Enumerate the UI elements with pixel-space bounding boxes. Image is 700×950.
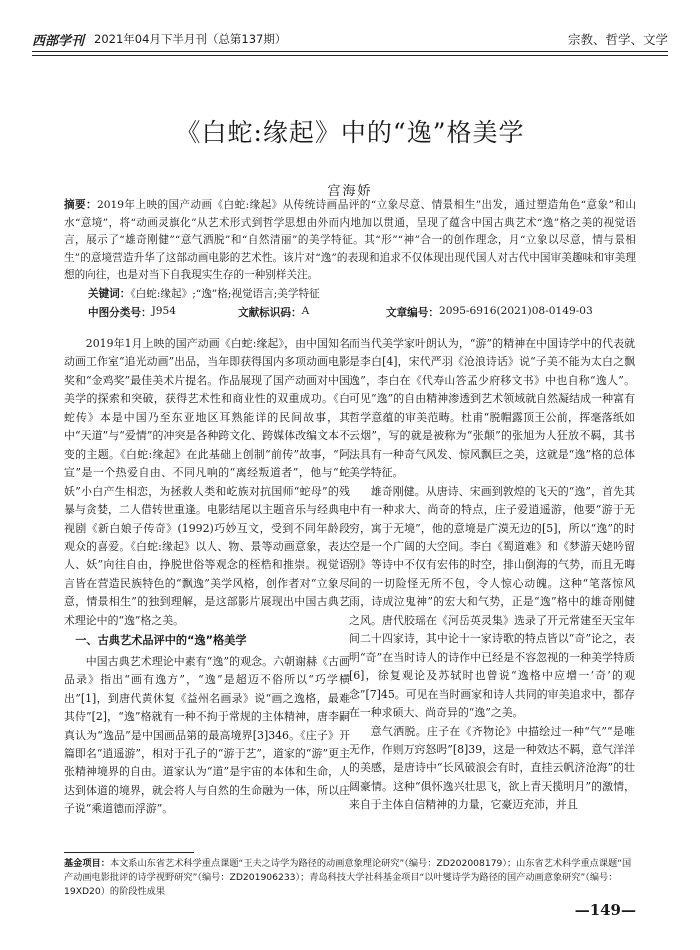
- header-rule-thick: [32, 51, 668, 52]
- article-number-value: 2095-6916(2021)08-0149-03: [438, 305, 593, 317]
- keywords-text: 《白蛇:缘起》;“逸”格;视觉语言;美学特征: [130, 288, 320, 300]
- paragraph: 中国古典艺术理论中素有“逸”的观念。六朝谢赫《古画品录》指出“画有逸方”，“逸”是超迈不俗所以“巧学横出”[1]，到唐代黄休复《益州名画录》说“画之逸格，最难其侍”[2]，“逸”格就有一种不拘于常规的主体精神，唐李嗣真认为“逸品”是中国画品第的最高境界[3]346。《庄子》开篇即名“逍遥游”，相对于孔子的“游于艺”，道家的“游”更主张精神境界的自由。道家认为“道”是宇宙的本体和生命，人达到体道的境界，就会将人与自然的生命融为一体，所以庄子说“乘道德而浮游”。: [64, 654, 350, 816]
- clc-label: 中图分类号：: [88, 307, 152, 319]
- footnote-rule: [64, 852, 194, 853]
- article-title: 《白蛇:缘起》中的“逸”格美学: [175, 118, 525, 147]
- doc-code-value: A: [301, 305, 310, 317]
- article-number-label: 文章编号：: [386, 307, 439, 319]
- footnote-label: 基金项目：: [64, 858, 110, 869]
- author-name: 宫海娇: [327, 184, 373, 199]
- abstract: [64, 197, 636, 285]
- abstract-text: 2019年上映的国产动画《白蛇:缘起》从传统诗画品评的“立象尽意、情景相生”出发，通过塑造角色“意象”和山水“意境”，将“动画灵旗化”从艺术形式到哲学思想由外而内地加以贯通，呈现了蕴含中国古典艺术“逸”格之美的视觉语言，展示了“雄奇刚健”“意气洒脱”和“自然清丽”的美学特征。其“形”“神”合一的创作理念，月“立象以尽意，情与景相生”的意境营造升华了这部动画电影的艺术性。该片对“逸”的表现和追求不仅体现出现代国人对古代中国审美趣味和审美理想的向往，也是对当下自我現实生存的一种别样关注。: [64, 199, 636, 282]
- section-heading: 一、古典艺术品评中的“逸”格美学: [75, 634, 247, 648]
- keywords: [88, 286, 636, 301]
- body-right-column: [349, 335, 635, 815]
- doc-code-label: 文献标识码：: [238, 307, 302, 319]
- paragraph: 而当代美学家叶朗认为，“游”的精神在中国诗学中的代表就是李白[4]，宋代严羽《沧浪诗话》说“子美不能为太白之飘逸”，李白在《代寿山答孟少府移文书》中也自称“逸人”。可见“逸”的自由精神渗透到艺术领域就自然凝结成一种富有哲学意蕴的审美范畴。杜甫“脱帽露顶王公前，挥毫落纸如云烟”，写的就是被称为“张颠”的张旭为人狂放不羁，其书法具有一种奇气风发、惊风飘巨之美，这就是“逸”格的总体美学特征。: [349, 337, 635, 480]
- page-number: —149—: [574, 901, 636, 919]
- paragraph: 意气洒脱。庄子在《齐物论》中描绘过一种“气”“是唯无作，作则万窍怒呺”[8]39，这是一种效达不羁，意气洋洋的美感，是唐诗中“长风破浪会有时，直挂云帆济沧海”的壮阔豪情。这种“俱怀逸兴壮思飞，欲上青天揽明月”的激情，来自于主体自信精神的力量，它豪迈充沛，并且: [349, 724, 635, 812]
- header-rule-thin: [32, 55, 668, 56]
- keywords-label: 关键词：: [88, 288, 131, 300]
- journal-logo: 西部学刊: [32, 34, 85, 49]
- page-header: [32, 28, 668, 50]
- abstract-label: 摘要：: [64, 199, 98, 211]
- section-category: 宗教、哲学、文学: [567, 32, 668, 47]
- funding-footnote: [64, 857, 636, 899]
- body-left-column: [64, 335, 350, 819]
- issue-info: 2021年04月下半月刊（总第137期）: [94, 32, 287, 46]
- footnote-text: 本文系山东省艺术科学重点课题“王夫之诗学为路径的动画意象理论研究”（编号：ZD202008179）；山东省艺术科学重点课题“国产动画电影批评的诗学视野研究”（编号：ZD201906233）；青岛科技大学社科基金项目“以叶燮诗学为路径的国产动画意象研究”（编号：19XD20）的阶段性成果: [64, 858, 632, 897]
- paragraph: 2019年1月上映的国产动画《白蛇:缘起》，由中国知名动画工作室“追光动画”出品，当年即获得国内多项动画电影奖和“金鸡奖”最佳美术片提名。作品展现了国产动画对中国美学的探索和突破，获得艺术性和商业性的双重成功。《白蛇传》本是中国乃至东亚地区耳熟能详的民间故事，其中“天道”与“爱情”的冲突是各种跨文化、跨媒体改编文本不变的主题。《白蛇:缘起》在此基础上创制“前传”故事，“阿宣”是一个热爱自由、不同凡响的“离经叛道者”，他与“蛇妖”小白产生相恋，为拯救人类和屹族对抗国师“蛇母”的残暴与贪婪，二人借转世重逢。电影结尾以主题音乐与经典电视剧《新白娘子传奇》(1992)巧妙互文，受到不同年龄段观众的喜爱。《白蛇:缘起》以人、物、景等动画意象，表达人、妖”向往自由，挣脱世俗等观念的桎梏和推崇。视觉语言皆在营造民族特色的“飘逸”美学风格，创作者对“立象尽意，情景相生”的独到理解，是这部影片展现出中国古典艺术理论中的“逸”格之美。: [64, 337, 350, 627]
- paragraph: 雄奇刚健。从唐诗、宋画到敦煌的飞天的“逸”，首先其中有一种求大、尚奇的特点，庄子爱逍遥游，他要“游于无穷，寓于无境”，他的意境是广漠无边的[5]，所以“逸”的时空是一个广阔的大空间。李白《蜀道难》和《梦游天姥吟留别》等诗中不仅有宏伟的时空，排山倒海的气势，而且无晦间的一切险怪无所不包，令人惊心动魄。这种“笔落惊风雨，诗成泣鬼神”的宏大和气势，正是“逸”格中的雄奇刚健之风。唐代胶瑶在《河岳英灵集》选录了开元常建至天宝年间二十四家诗，其中论十一家诗歌的特点皆以“奇”论之，表明“奇”在当时诗人的诗作中已经是不容忽视的一种美学特质[6]，徐复观论及苏轼时也曾说“逸格中应增一‘奇’的观念”[7]45。可见在当时画家和诗人共同的审美追求中，都存在一种求硕大、尚奇异的“逸”之美。: [349, 484, 635, 720]
- clc-value: J954: [151, 305, 177, 317]
